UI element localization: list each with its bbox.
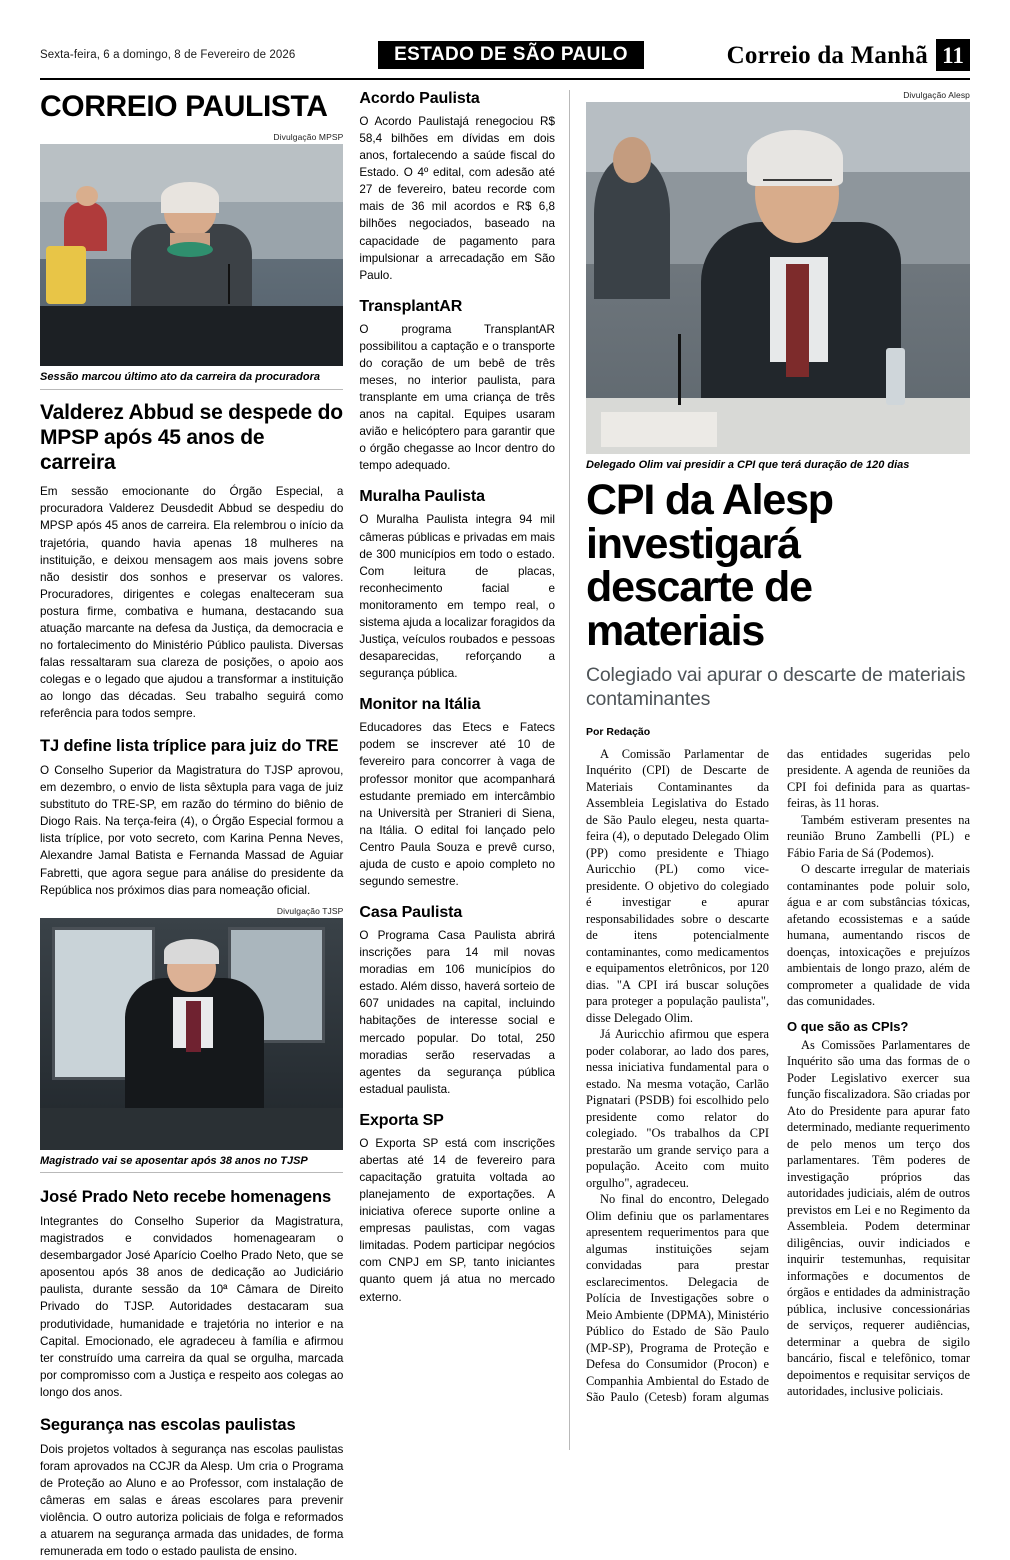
article-paragraph: Também estiveram presentes na reunião Bruno Zambelli (PL) e Fábio Faria de Sá (Podemos). <box>787 812 970 860</box>
masthead <box>40 38 970 72</box>
brief-body-1: O programa TransplantAR possibilitou a captação e o transporte do coração de um bebê de três meses, no interior paulista, para transplante em uma criança de três anos na capital. Equipes usaram avião e helicóptero para garantir que o órgão chegasse ao Incor dentro do tempo adequado. <box>359 322 555 473</box>
story3-body: Integrantes do Conselho Superior da Magistratura, magistrados e convidados homenagearam o desembargador José Aparício Coelho Prado Neto, que se aposentou após 38 anos de dedicação ao Judiciário paulista, durante sessão da 10ª Câmara de Direito Privado do TJSP. Autoridades destacaram sua produtividade, humanidade e trajetória no interior e na Capital. Emocionado, ele agradeceu à família e afirmou ter construído uma carreira da qual se orgulha, marcada por compromisso com a Justiça e respeito aos colegas ao longo dos anos. <box>40 1215 344 1399</box>
brief-head-4: Casa Paulista <box>359 904 463 922</box>
section-kicker: CORREIO PAULISTA <box>40 90 328 123</box>
story2-body: O Conselho Superior da Magistratura do TJSP aprovou, em dezembro, o envio de lista sêxtupla para vaga de juiz substituto do TRE-SP, em razão do término do biênio de Diogo Rais. Na terça-feira (4), o Órgão Especial formou a lista tríplice, por voto secreto, com Karina Penna Neves, Alexandre Jamal Batista e Fernanda Massad de Aguiar Fabretti, que agora segue para análise do presidente da República nos próximos dias para nomeação oficial. <box>40 764 344 897</box>
photo3-caption: Delegado Olim vai presidir a CPI que terá duração de 120 dias <box>586 459 910 471</box>
brief-head-5: Exporta SP <box>359 1111 444 1129</box>
column-a <box>40 90 359 1558</box>
brief-head-0: Acordo Paulista <box>359 90 480 107</box>
photo1-caption: Sessão marcou último ato da carreira da procuradora <box>40 371 320 383</box>
photo-magistrado <box>40 918 343 1150</box>
byline: Por Redação <box>586 725 651 738</box>
story4-body: Dois projetos voltados à segurança nas escolas paulistas foram aprovados na CCJR da Alesp. Um cria o Programa de Proteção ao Aluno e ao Professor, com instalação de câmeras em salas e áreas escolares para prevenir violência. O outro autoriza policiais de folga e reformados a atuarem na segurança armada das unidades, de forma remunerada em todo o estado paulista de ensino. <box>40 1442 344 1558</box>
page-content <box>40 90 970 1558</box>
section-tag-wrap <box>309 41 712 69</box>
brief-head-3: Monitor na Itália <box>359 696 481 714</box>
article-paragraph: No final do encontro, Delegado Olim definiu que os parlamentares apresentem requerimentos para que algumas instituições sejam convidadas para prestar esclarecimentos. Delegacia de Polícia de Investigações sobre o Meio Ambiente (DPMA), Ministério Público do Estado de São Paulo (MP-SP), Programa de Proteção e Defesa do Consumidor (Procon) e Companhia Ambiental do Estado de São Paulo (Cetesb) foram algumas das entidades sugeridas pelo presidente. A agenda de reuniões da CPI foi definida para as quartas-feiras, às 11 horas. <box>586 746 970 1405</box>
column-b-briefs <box>359 90 555 1450</box>
brief-head-1: TransplantAR <box>359 297 463 315</box>
masthead-rule <box>40 78 970 80</box>
brief-body-2: O Muralha Paulista integra 94 mil câmeras públicas e privadas em mais de 300 municípios em todo o estado. Com leitura de placas, reconhecimento facial e monitoramento em tempo real, o sistema ajuda a localizar foragidos da Justiça, veículos roubados e pessoas desaparecidas, reforçando a segurança pública. <box>359 513 555 681</box>
article-paragraph: O descarte irregular de materiais contaminantes pode poluir solo, água e ar com substâncias tóxicas, afetando ecossistemas e a saúde humana, aumentando riscos de doenças, intoxicações e prejuízos ambientais de longo prazo, além de comprometer a qualidade de vida das comunidades. <box>787 862 970 1009</box>
issue-date: Sexta-feira, 6 a domingo, 8 de Fevereiro de 2026 <box>40 49 296 61</box>
left-block <box>40 90 570 1558</box>
page-number: 11 <box>936 39 970 71</box>
story2-headline: TJ define lista tríplice para juiz do TRE <box>40 737 339 756</box>
main-headline: CPI da Alesp investigará descarte de materiais <box>586 475 833 656</box>
story3-headline: José Prado Neto recebe homenagens <box>40 1188 332 1207</box>
caption-rule-1 <box>40 389 343 390</box>
article-subhead: O que são as CPIs? <box>787 1018 909 1034</box>
photo-delegado-olim <box>586 102 970 454</box>
brief-body-0: O Acordo Paulistajá renegociou R$ 58,4 bilhões em dívidas em dois anos, fortalecendo a saúde fiscal do Estado. O 4º edital, com adesão até 27 de fevereiro, bateu recorde com mais de 36 mil acordos e R$ 6,8 bilhões negociados, baseado na capacidade de pagamento para impulsionar a arrecadação em São Paulo. <box>359 115 555 282</box>
paper-name: Correio da Manhã <box>726 41 928 69</box>
masthead-right <box>727 39 970 71</box>
story4-headline: Segurança nas escolas paulistas <box>40 1415 296 1434</box>
photo2-credit: Divulgação TJSP <box>276 905 344 916</box>
article-paragraph: Já Auricchio afirmou que espera poder colaborar, ao lado dos pares, nessa iniciativa fundamental para o estado. Na mesma votação, Carlão Pignatari (PSDB) foi escolhido pelo presidente como relator do colegiado. "Os trabalhos da CPI prestarão um grande serviço para a população. Aceito com muito orgulho", agradeceu. <box>586 1027 769 1190</box>
right-block <box>570 90 970 1450</box>
photo1-credit: Divulgação MPSP <box>273 132 344 142</box>
brief-body-4: O Programa Casa Paulista abrirá inscrições para 14 mil novas moradias em 106 municípios do estado. Além disso, haverá sorteio de 607 unidades na capital, incluindo habitações de interesse social e mercado popular. Do total, 250 moradias serão reservadas a agentes da segurança pública estadual paulista. <box>359 929 555 1096</box>
main-article-body <box>586 746 970 1406</box>
article-paragraph: A Comissão Parlamentar de Inquérito (CPI) de Descarte de Materiais Contaminantes da Assembleia Legislativa do Estado de São Paulo elegeu, nesta quarta-feira (4), o deputado Delegado Olim (PP) como presidente e Thiago Auricchio (PL) como vice-presidente. O objetivo do colegiado é investigar e apurar responsabilidades sobre o descarte de itens potencialmente contaminantes, como medicamentos e equipamentos eletrônicos, por 120 dias. "A CPI irá buscar soluções para proteger a população paulista", disse Delegado Olim. <box>586 746 769 1025</box>
brief-body-5: O Exporta SP está com inscrições abertas até 14 de fevereiro para capacitação gratuita voltada ao planejamento de exportações. A iniciativa oferece suporte online a empresas paulistas, com vagas limitadas. Podem participar negócios com CNPJ em SP, tanto iniciantes quanto quem já atua no mercado externo. <box>359 1136 555 1304</box>
photo2-caption: Magistrado vai se aposentar após 38 anos no TJSP <box>40 1154 308 1167</box>
caption-rule-2 <box>40 1172 343 1173</box>
photo-procuradora <box>40 144 343 366</box>
brief-head-2: Muralha Paulista <box>359 488 485 506</box>
main-deck: Colegiado vai apurar o descarte de materiais contaminantes <box>586 664 966 710</box>
story1-body: Em sessão emocionante do Órgão Especial, a procuradora Valderez Deusdedit Abbud se despediu do MPSP após 45 anos de carreira. Ela relembrou o início da trajetória, quando havia apenas 18 mulheres na instituição, e deixou mensagem aos mais jovens sobre não desistir dos sonhos e preservar os valores. Procuradores, dirigentes e colegas enalteceram sua postura firme, combativa e humana, destacando sua atuação marcante na defesa da Justiça, da democracia e no fortalecimento do Ministério Público paulista. Diversas falas ressaltaram sua clareza de posições, o apoio aos colegas e o legado que ajudou a transformar a instituição ao longo das décadas. Seu trabalho seguirá como referência para todos sempre. <box>40 485 344 721</box>
photo3-credit: Divulgação Alesp <box>903 90 970 100</box>
story1-headline: Valderez Abbud se despede do MPSP após 45 anos de carreira <box>40 400 343 475</box>
section-tag: ESTADO DE SÃO PAULO <box>378 41 644 69</box>
article-paragraph: As Comissões Parlamentares de Inquérito são uma das formas de o Poder Legislativo exercer sua função fiscalizadora. São criadas por Ato do Presidente para apurar fato determinado, mediante requerimento de pelo menos um terço dos parlamentares. Têm poderes de investigação próprios das autoridades judiciais, além de outros previstos em Lei e no Regimento da Assembleia. Podem determinar diligências, ouvir indiciados e inquirir testemunhas, requisitar informações e documentos de órgãos e entidades da administração pública, inclusive concessionárias de serviços, requerer audiências, determinar a quebra de sigilo bancário, fiscal e telefônico, tomar depoimentos e requisitar serviços de autoridades, inclusive policiais. <box>787 1037 970 1399</box>
brief-body-3: Educadores das Etecs e Fatecs podem se inscrever até 10 de fevereiro para concorrer à vaga de professor monitor que acompanhará estudante premiado em intercâmbio na Università per Stranieri di Siena, na Itália. O edital foi lançado pelo Centro Paula Souza e prevê curso, ajuda de custo e apoio completo no segundo semestre. <box>359 721 555 888</box>
